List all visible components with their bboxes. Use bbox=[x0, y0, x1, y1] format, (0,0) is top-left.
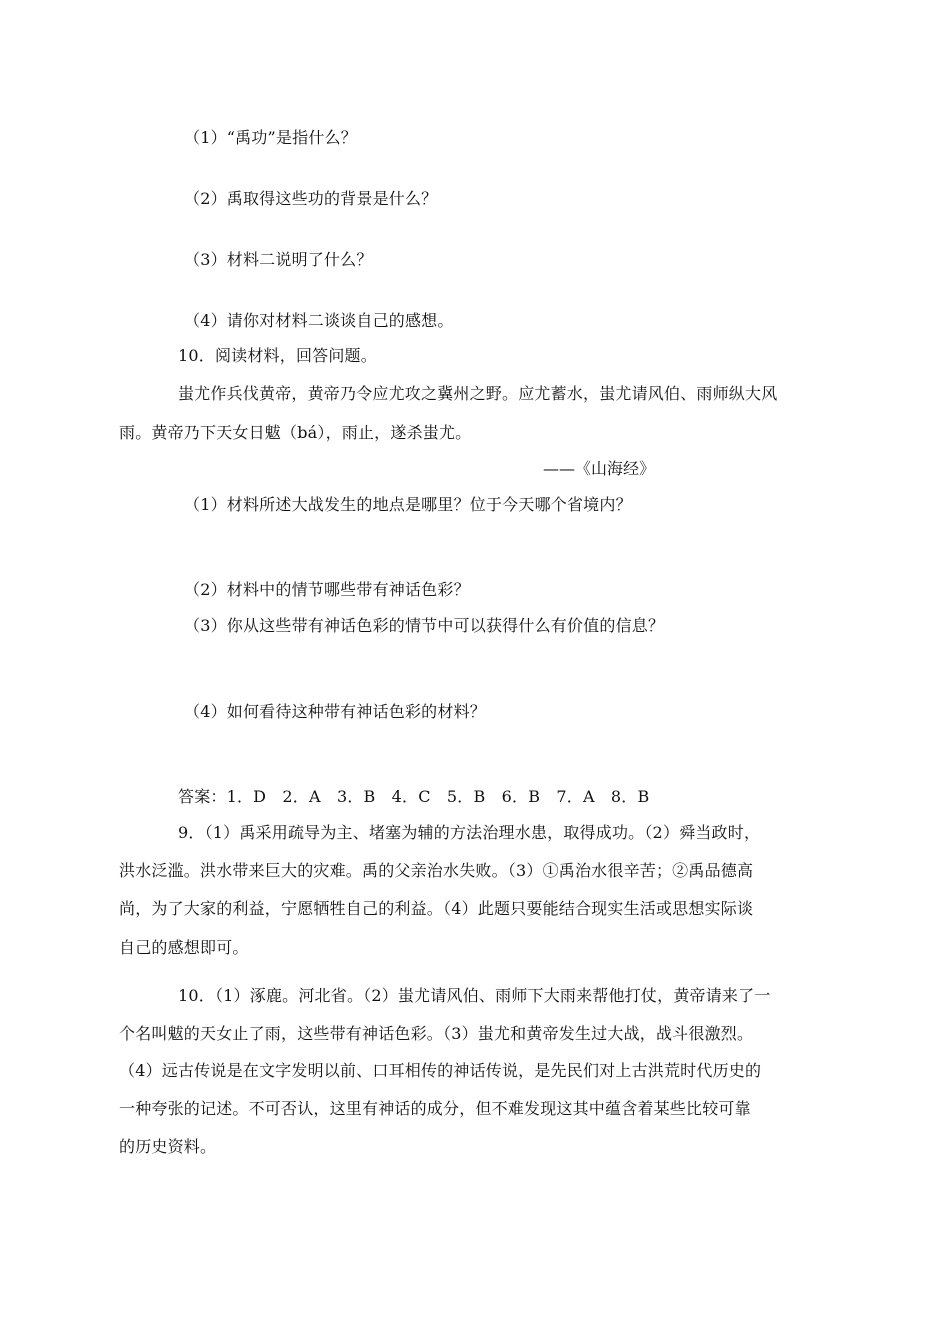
answer-multiple-choice: 答案：1．D 2．A 3．B 4．C 5．B 6．B 7．A 8．B bbox=[178, 787, 650, 806]
answer-10-line-4: 一种夸张的记述。不可否认，这里有神话的成分，但不难发现这其中蕴含着某些比较可靠 bbox=[119, 1099, 751, 1118]
q9-question-4: （4）请你对材料二谈谈自己的感想。 bbox=[184, 311, 454, 330]
q9-question-3: （3）材料二说明了什么？ bbox=[184, 250, 373, 269]
q10-question-3: （3）你从这些带有神话色彩的情节中可以获得什么有价值的信息？ bbox=[184, 616, 665, 635]
answer-10-line-5: 的历史资料。 bbox=[119, 1137, 217, 1156]
answer-10-line-2: 个名叫魃的天女止了雨，这些带有神话色彩。（3）蚩尤和黄帝发生过大战，战斗很激烈。 bbox=[119, 1024, 754, 1043]
answer-9-line-1: 9．（1）禹采用疏导为主、堵塞为辅的方法治理水患，取得成功。（2）舜当政时， bbox=[178, 823, 761, 842]
q9-question-2: （2）禹取得这些功的背景是什么？ bbox=[184, 189, 438, 208]
q10-question-2: （2）材料中的情节哪些带有神话色彩？ bbox=[184, 580, 470, 599]
answer-9-line-4: 自己的感想即可。 bbox=[119, 938, 249, 957]
q10-material-line-1: 蚩尤作兵伐黄帝，黄帝乃令应尤攻之冀州之野。应尤蓄水，蚩尤请风伯、雨师纵大风 bbox=[178, 384, 778, 403]
q10-material-line-2: 雨。黄帝乃下天女日魃（bá），雨止，遂杀蚩尤。 bbox=[119, 423, 472, 442]
answer-10-line-1: 10．（1）涿鹿。河北省。（2）蚩尤请风伯、雨师下大雨来帮他打仗，黄帝请来了一 bbox=[178, 986, 771, 1005]
q10-question-1: （1）材料所述大战发生的地点是哪里？位于今天哪个省境内？ bbox=[184, 495, 632, 514]
answer-9-line-3: 尚，为了大家的利益，宁愿牺牲自己的利益。（4）此题只要能结合现实生活或思想实际谈 bbox=[119, 899, 754, 918]
q9-question-1: （1）“禹功”是指什么？ bbox=[184, 128, 357, 147]
answer-9-line-2: 洪水泛滥。洪水带来巨大的灾难。禹的父亲治水失败。（3）①禹治水很辛苦；②禹品德高 bbox=[119, 861, 754, 880]
q10-question-4: （4）如何看待这种带有神话色彩的材料？ bbox=[184, 702, 486, 721]
q10-material-source: ——《山海经》 bbox=[543, 459, 656, 478]
answer-10-line-3: （4）远古传说是在文字发明以前、口耳相传的神话传说，是先民们对上古洪荒时代历史的 bbox=[119, 1061, 762, 1080]
q10-heading: 10．阅读材料，回答问题。 bbox=[178, 346, 377, 365]
